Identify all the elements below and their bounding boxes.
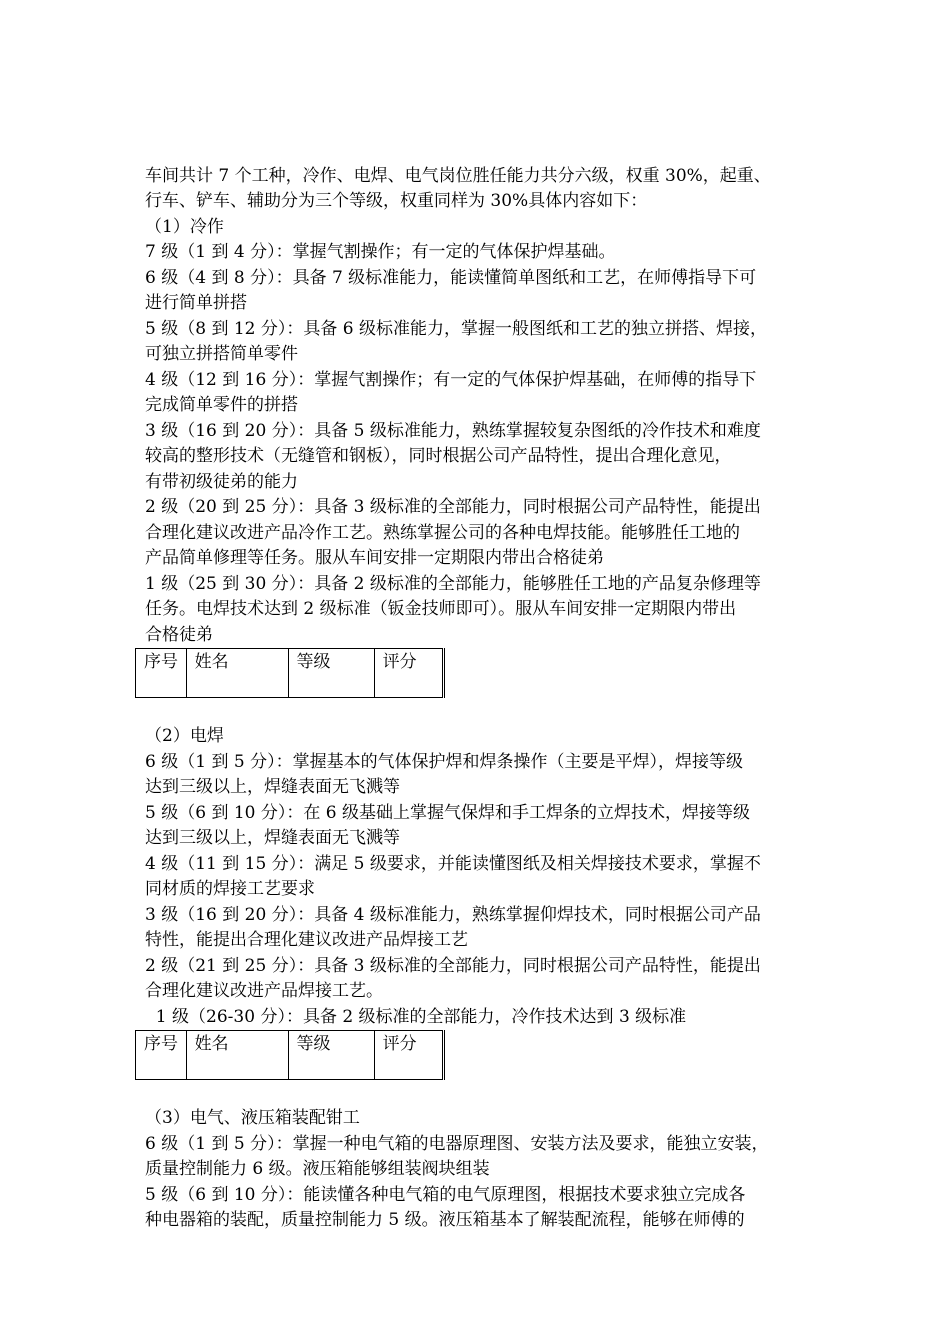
table-header-row [136,649,444,698]
cold-work-line: 进行简单拼搭 [145,293,247,313]
cold-work-line: 6 级（4 到 8 分）：具备 7 级标准能力，能读懂简单图纸和工艺，在师傅指导下可 [145,267,757,288]
cold-work-line: 合格徒弟 [145,624,213,645]
welding-line: 达到三级以上，焊缝表面无飞溅等 [145,828,400,848]
cold-work-line: 有带初级徒弟的能力 [145,471,298,492]
spacer [145,698,810,724]
welding-line: 3 级（16 到 20 分）：具备 4 级标准能力，熟练掌握仰焊技术，同时根据公司产品 [145,904,761,925]
welding-line: 1 级（26-30 分）：具备 2 级标准的全部能力，冷作技术达到 3 级标准 [145,1006,687,1027]
header-name: 姓名 [186,1031,288,1080]
header-score: 评分 [374,649,443,698]
cold-work-line: 可独立拼搭简单零件 [145,344,298,364]
cold-work-line: 7 级（1 到 4 分）：掌握气割操作；有一定的气体保护焊基础。 [145,242,616,262]
cold-work-line: 产品简单修理等任务。服从车间安排一定期限内带出合格徒弟 [145,548,604,568]
cold-work-line: 1 级（25 到 30 分）：具备 2 级标准的全部能力，能够胜任工地的产品复杂修理等 [145,573,761,594]
cold-work-line: 合理化建议改进产品冷作工艺。熟练掌握公司的各种电焊技能。能够胜任工地的 [145,522,740,543]
document-page [145,138,810,1234]
welding-line: 2 级（21 到 25 分）：具备 3 级标准的全部能力，同时根据公司产品特性，能提出 [145,955,761,976]
cold-work-line: 3 级（16 到 20 分）：具备 5 级标准能力，熟练掌握较复杂图纸的冷作技术和难度 [145,420,761,441]
header-no: 序号 [136,1031,187,1080]
spacer [145,1080,810,1106]
header-no: 序号 [136,649,187,698]
cold-work-heading: （1）冷作 [145,216,224,237]
cold-work-line: 任务。电焊技术达到 2 级标准（钣金技师即可）。服从车间安排一定期限内带出 [145,599,737,619]
electrical-heading: （3）电气、液压箱装配钳工 [145,1108,360,1128]
intro-line: 行车、铲车、辅助分为三个等级，权重同样为 30%具体内容如下： [145,191,648,211]
intro-line: 车间共计 7 个工种，冷作、电焊、电气岗位胜任能力共分六级，权重 30%，起重、 [145,165,771,186]
welding-line: 达到三级以上，焊缝表面无飞溅等 [145,777,400,797]
electrical-line: 质量控制能力 6 级。液压箱能够组装阀块组装 [145,1159,490,1179]
welding-line: 合理化建议改进产品焊接工艺。 [145,981,383,1001]
header-score: 评分 [374,1031,443,1080]
cold-work-line: 较高的整形技术（无缝管和钢板），同时根据公司产品特性，提出合理化意见， [145,446,732,466]
cold-work-line: 4 级（12 到 16 分）：掌握气割操作；有一定的气体保护焊基础，在师傅的指导下 [145,369,757,390]
cold-work-line: 5 级（8 到 12 分）：具备 6 级标准能力，掌握一般图纸和工艺的独立拼搭、焊接， [145,318,768,339]
section-heading [145,138,810,164]
electrical-line: 5 级（6 到 10 分）：能读懂各种电气箱的电气原理图，根据技术要求独立完成各 [145,1184,746,1205]
header-grade: 等级 [288,649,374,698]
cold-work-score-table [135,648,445,698]
cold-work-line: 2 级（20 到 25 分）：具备 3 级标准的全部能力，同时根据公司产品特性，能提出 [145,497,761,517]
electrical-line: 6 级（1 到 5 分）：掌握一种电气箱的电器原理图、安装方法及要求，能独立安装， [145,1133,769,1154]
welding-score-table [135,1030,445,1080]
table-header-row [136,1031,444,1080]
welding-line: 6 级（1 到 5 分）：掌握基本的气体保护焊和焊条操作（主要是平焊），焊接等级 [145,751,744,772]
header-name: 姓名 [186,649,288,698]
welding-line: 特性，能提出合理化建议改进产品焊接工艺 [145,930,468,950]
welding-line: 同材质的焊接工艺要求 [145,879,315,899]
cold-work-line: 完成简单零件的拼搭 [145,395,298,415]
electrical-line: 种电器箱的装配，质量控制能力 5 级。液压箱基本了解装配流程，能够在师傅的 [145,1210,745,1230]
header-grade: 等级 [288,1031,374,1080]
welding-line: 4 级（11 到 15 分）：满足 5 级要求，并能读懂图纸及相关焊接技术要求，掌握不 [145,853,761,874]
welding-heading: （2）电焊 [145,726,224,746]
welding-line: 5 级（6 到 10 分）：在 6 级基础上掌握气保焊和手工焊条的立焊技术，焊接等级 [145,802,751,823]
